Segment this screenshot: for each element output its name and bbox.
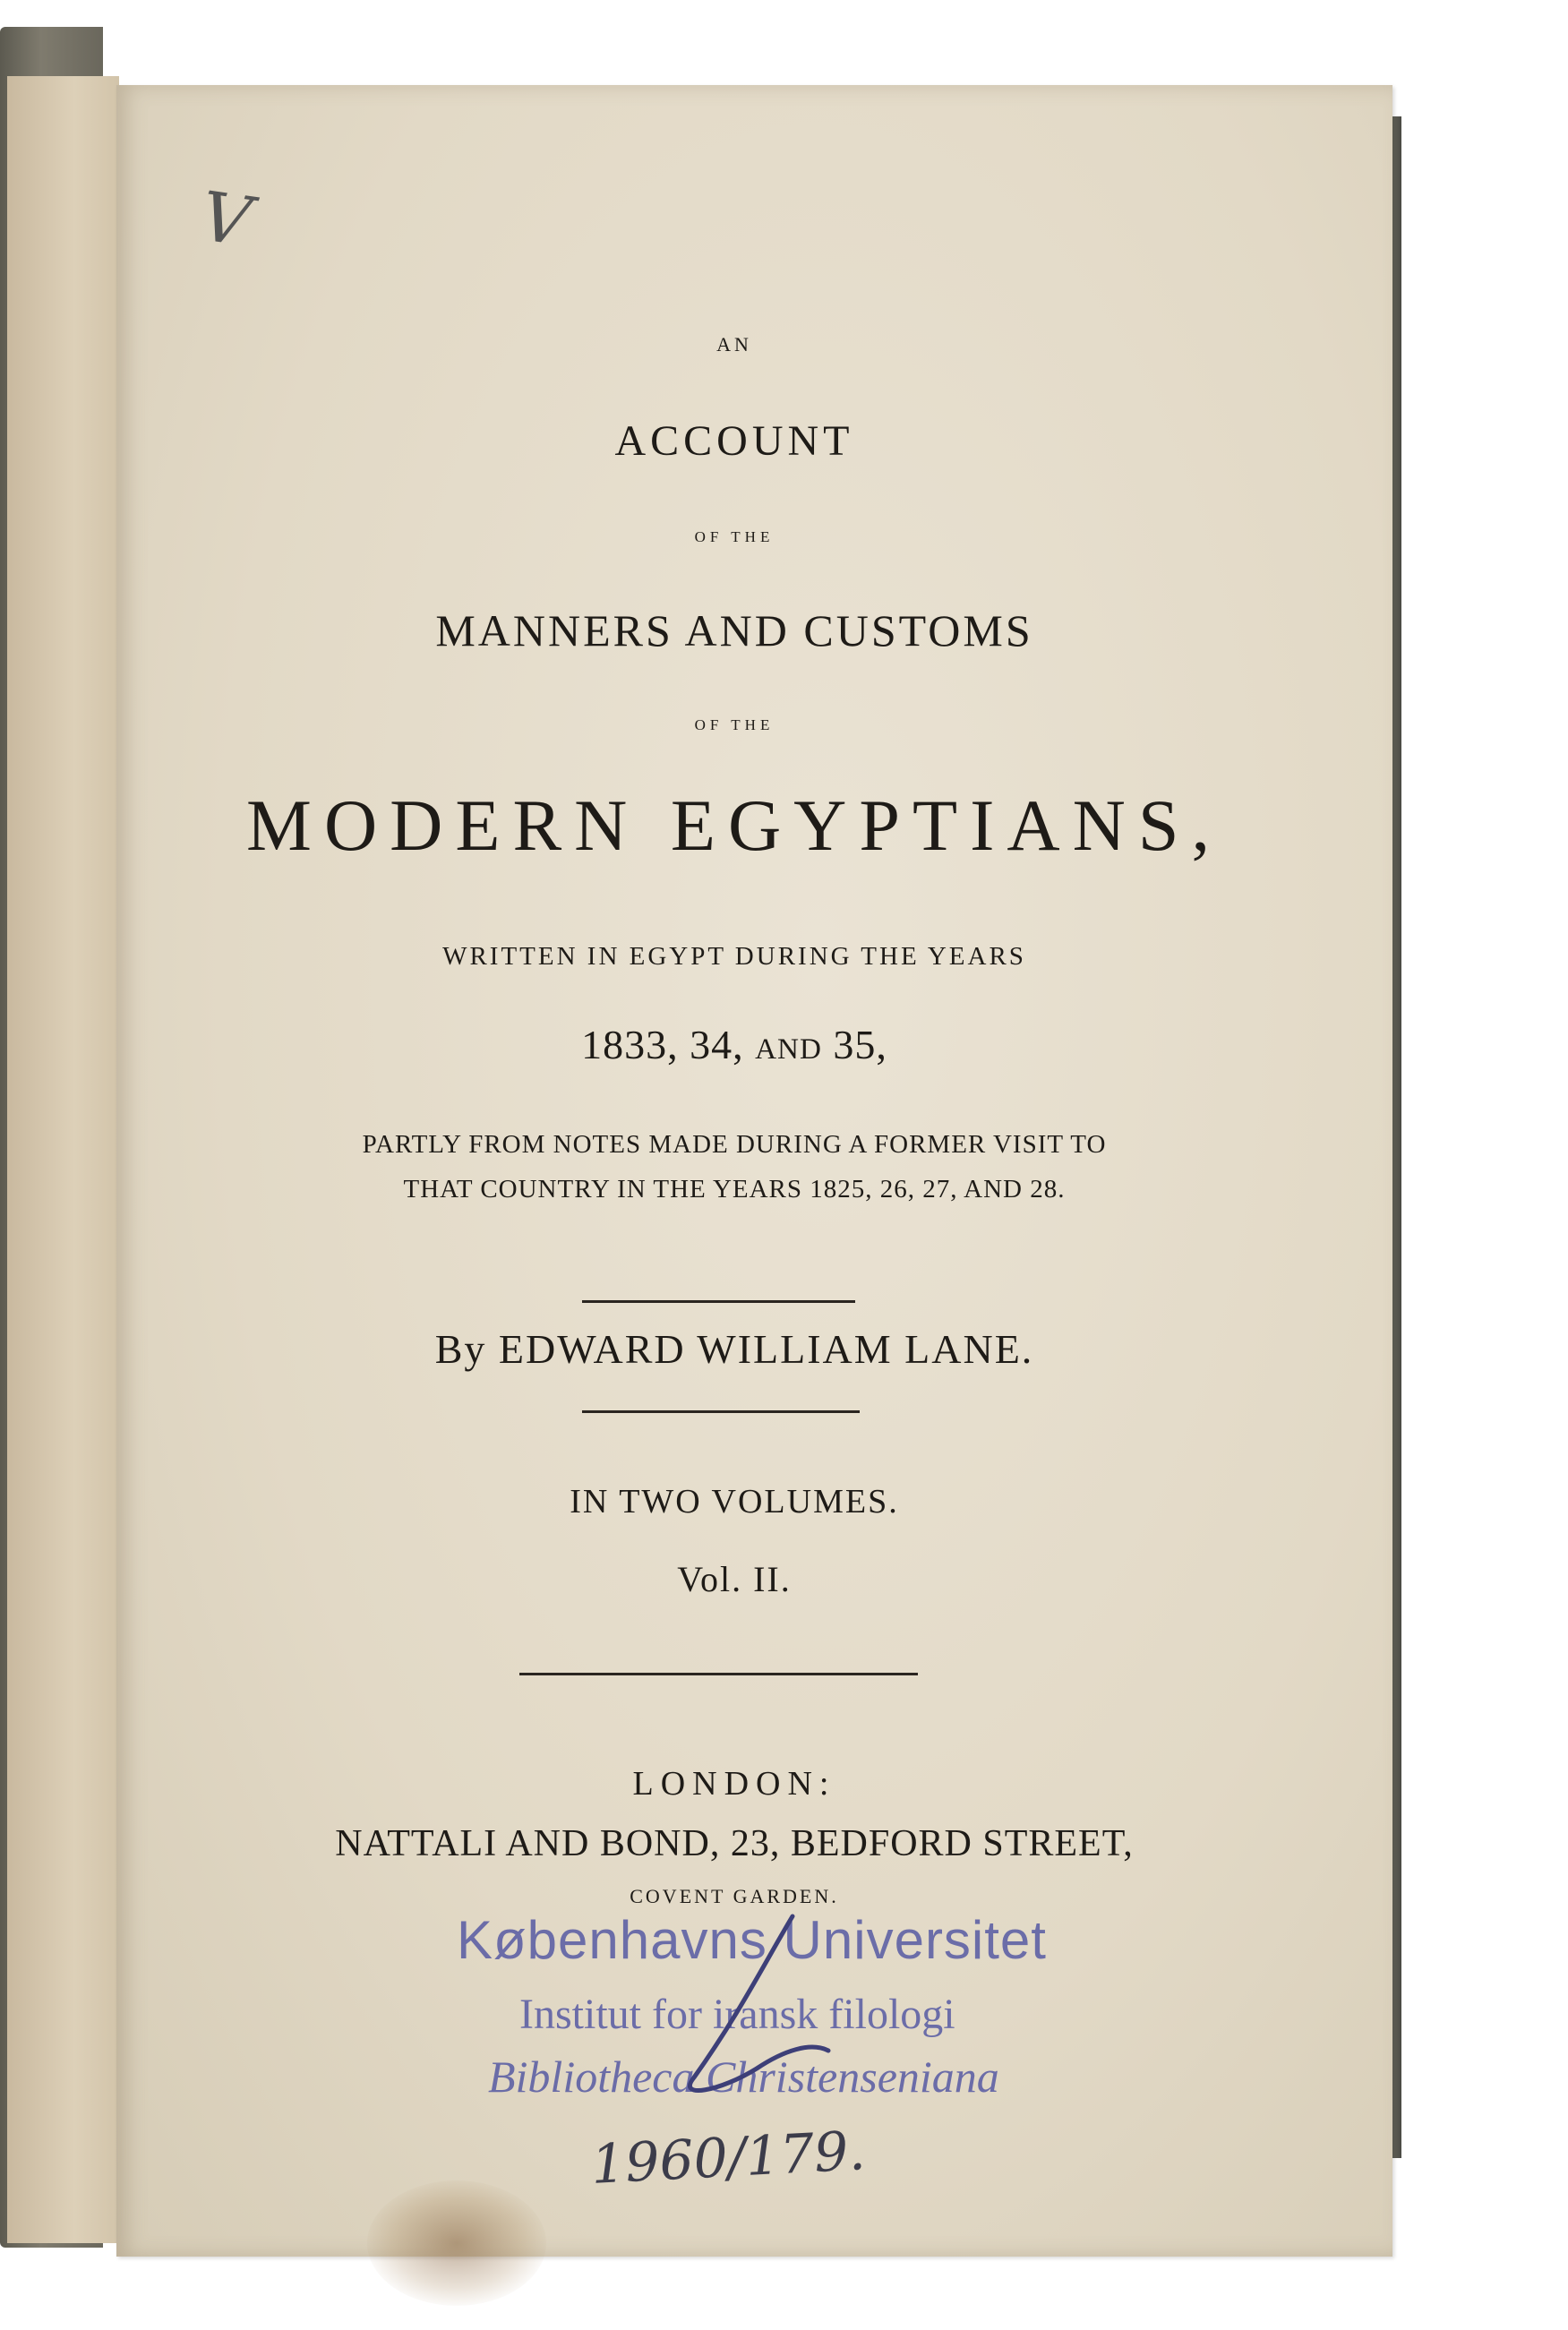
title-line-an: AN <box>716 333 752 355</box>
previous-leaf-edge <box>7 76 119 2243</box>
title-line-of-the-second: OF THE <box>694 716 775 733</box>
imprint-publisher: NATTALI AND BOND, 23, BEDFORD STREET, <box>335 1823 1134 1864</box>
title-line-account: ACCOUNT <box>614 417 854 465</box>
handwritten-accession-number: 1960/179. <box>589 2120 868 2197</box>
subtitle-years <box>116 1021 1352 1068</box>
years-numbers: 1833, 34, <box>581 1022 744 1067</box>
subtitle-written-in-egypt: WRITTEN IN EGYPT DURING THE YEARS <box>442 942 1026 971</box>
rule-below-author <box>582 1410 860 1413</box>
handwritten-signature <box>658 1907 837 2113</box>
rule-above-imprint <box>519 1673 918 1675</box>
author-name: EDWARD WILLIAM LANE. <box>498 1326 1034 1372</box>
volume-number: II. <box>753 1559 792 1599</box>
stamp-line-institute: Institut for iransk filologi <box>519 1991 955 2038</box>
rule-above-author <box>582 1300 855 1303</box>
title-line-manners-and-customs: MANNERS AND CUSTOMS <box>435 605 1033 655</box>
years-end: 35, <box>833 1022 887 1067</box>
pencil-tick-mark: V <box>196 176 256 262</box>
volume-number-line <box>116 1558 1352 1600</box>
stamp-line-bibliotheca: Bibliotheca Christenseniana <box>488 2052 999 2102</box>
imprint-city: LONDON: <box>632 1765 836 1803</box>
subtitle-partly-line-2: THAT COUNTRY IN THE YEARS 1825, 26, 27, AND 28. <box>403 1175 1066 1204</box>
volume-prefix: Vol. <box>677 1559 743 1599</box>
title-line-of-the: OF THE <box>694 528 775 545</box>
foxing-stain <box>367 2180 546 2306</box>
years-and: AND <box>755 1032 822 1066</box>
stamp-line-university: Københavns Universitet <box>457 1910 1047 1970</box>
subtitle-partly-line-1: PARTLY FROM NOTES MADE DURING A FORMER VISIT TO <box>362 1130 1107 1159</box>
imprint-street: COVENT GARDEN. <box>630 1885 839 1907</box>
volumes-statement: IN TWO VOLUMES. <box>570 1483 899 1520</box>
author-by: By <box>434 1326 487 1372</box>
main-title-modern-egyptians: MODERN EGYPTIANS, <box>246 784 1222 866</box>
author-line <box>116 1325 1352 1373</box>
